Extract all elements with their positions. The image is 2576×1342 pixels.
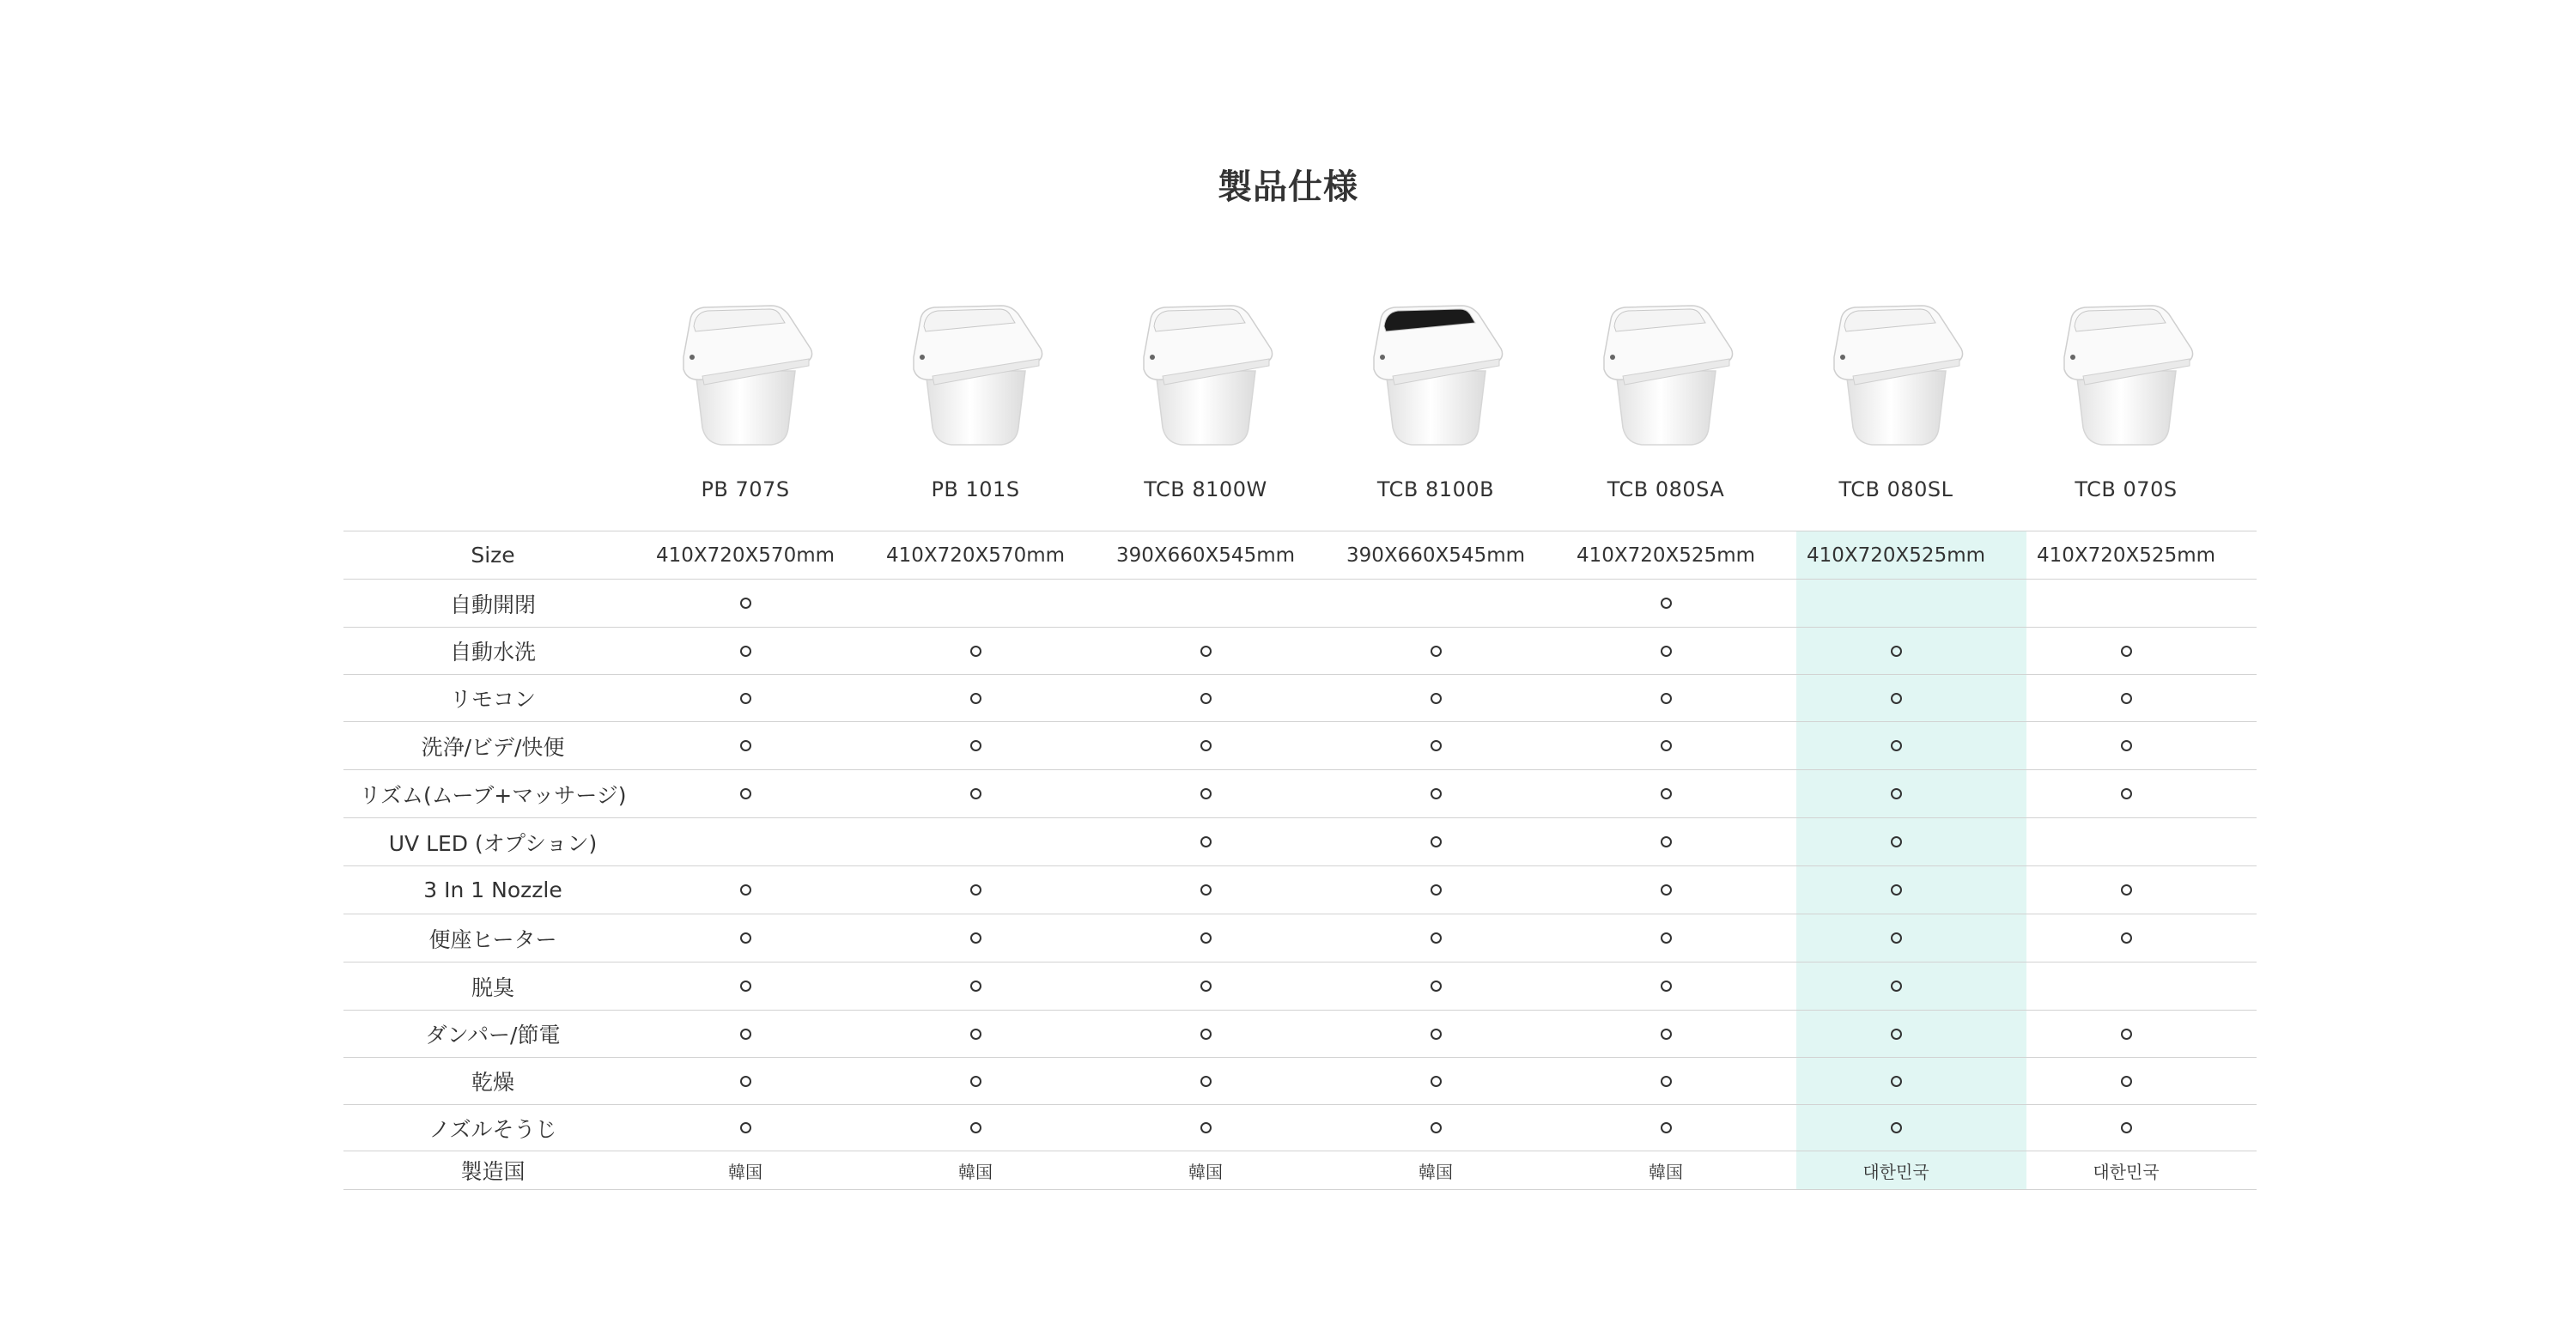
spec-row [343,914,2257,962]
spec-row-label: 3 In 1 Nozzle [423,877,562,902]
spec-row-label: ダンパー/節電 [425,1023,561,1047]
available-mark-icon [1431,693,1442,704]
available-mark-icon [1200,1122,1212,1133]
available-mark-icon [1891,740,1902,751]
spec-cell [1321,1105,1551,1151]
spec-cell [1091,1058,1321,1104]
spec-cell [1551,818,1781,865]
spec-row-label: リモコン [449,687,536,712]
spec-cell [1091,1011,1321,1057]
available-mark-icon [1891,932,1902,944]
available-mark-icon [1891,1029,1902,1040]
available-mark-icon [1200,836,1212,847]
spec-cell [1091,914,1321,962]
available-mark-icon [1891,884,1902,896]
page-title: 製品仕様 [1218,167,1358,207]
spec-row-label: 乾燥 [471,1070,514,1095]
spec-cell [2011,770,2241,817]
spec-cell [2011,675,2241,721]
spec-row [343,579,2257,627]
available-mark-icon [1661,740,1672,751]
available-mark-icon [1661,598,1672,609]
spec-cell: 韓国 [728,1161,762,1182]
available-mark-icon [1200,884,1212,896]
spec-cell [1781,722,2011,769]
spec-cell [630,914,860,962]
spec-cell [860,818,1091,865]
product-tcb-080sa [1563,275,1769,515]
available-mark-icon [740,646,751,657]
available-mark-icon [1891,836,1902,847]
spec-cell [1091,1105,1321,1151]
spec-row-label: 便座ヒーター [428,926,557,952]
spec-row-label: 自動開閉 [449,592,536,617]
available-mark-icon [1661,1122,1672,1133]
available-mark-icon [1431,836,1442,847]
spec-row [343,627,2257,674]
product-tcb-080sl [1793,275,1999,515]
spec-cell [1781,628,2011,674]
spec-cell [1321,1011,1551,1057]
spec-cell [1551,1011,1781,1057]
spec-cell [860,722,1091,769]
available-mark-icon [2121,1076,2132,1087]
toilet-tcb070s-image [2023,275,2229,455]
available-mark-icon [2121,1029,2132,1040]
spec-cell: 대한민국 [1862,1161,1929,1182]
toilet-tcb8100b-image [1333,275,1539,455]
available-mark-icon [970,646,981,657]
spec-cell: 대한민국 [2093,1161,2160,1182]
available-mark-icon [740,981,751,992]
spec-cell [1551,580,1781,627]
spec-cell [630,580,860,627]
spec-cell [2011,628,2241,674]
spec-cell: 410X720X525mm [1806,543,1986,567]
spec-cell [1321,962,1551,1010]
spec-cell [1321,914,1551,962]
available-mark-icon [1431,1029,1442,1040]
available-mark-icon [740,598,751,609]
spec-cell [1781,580,2011,627]
spec-cell [630,675,860,721]
spec-cell [2011,1011,2241,1057]
available-mark-icon [740,1029,751,1040]
spec-cell [1551,962,1781,1010]
spec-cell [1321,818,1551,865]
available-mark-icon [970,884,981,896]
spec-cell: 410X720X525mm [1576,543,1756,567]
available-mark-icon [740,932,751,944]
spec-cell [2011,818,2241,865]
spec-cell [2011,866,2241,914]
spec-cell [1321,770,1551,817]
product-pb-101s [872,275,1078,515]
available-mark-icon [1661,932,1672,944]
spec-cell: 390X660X545mm [1115,543,1296,567]
available-mark-icon [970,1122,981,1133]
available-mark-icon [1200,1029,1212,1040]
product-pb-707s [642,275,848,515]
spec-cell [1321,580,1551,627]
available-mark-icon [1431,981,1442,992]
available-mark-icon [740,1122,751,1133]
spec-cell [1551,914,1781,962]
spec-row-label: 製造国 [460,1159,526,1184]
spec-cell [1091,770,1321,817]
available-mark-icon [1431,884,1442,896]
product-name: TCB 080SA [1607,477,1725,501]
available-mark-icon [2121,884,2132,896]
spec-cell [630,866,860,914]
spec-cell [630,628,860,674]
available-mark-icon [740,693,751,704]
spec-cell: 韓国 [1419,1161,1453,1182]
spec-row-label: ノズルそうじ [428,1116,557,1142]
spec-row-label: Size [471,543,515,568]
available-mark-icon [970,1029,981,1040]
spec-cell [2011,1058,2241,1104]
available-mark-icon [2121,788,2132,799]
product-name: TCB 8100B [1376,477,1495,501]
available-mark-icon [1891,788,1902,799]
spec-row-label: 自動水洗 [449,640,536,665]
available-mark-icon [740,788,751,799]
available-mark-icon [1200,981,1212,992]
available-mark-icon [2121,646,2132,657]
toilet-pb707s-image [642,275,848,455]
available-mark-icon [1431,932,1442,944]
product-name: PB 707S [701,477,790,501]
spec-cell [1091,818,1321,865]
spec-cell: 韓国 [1649,1161,1683,1182]
available-mark-icon [740,740,751,751]
available-mark-icon [2121,693,2132,704]
spec-cell [860,962,1091,1010]
spec-cell [1321,866,1551,914]
spec-cell [1551,1105,1781,1151]
spec-cell [860,866,1091,914]
spec-cell [630,962,860,1010]
spec-cell [630,1058,860,1104]
spec-row [343,1104,2257,1151]
spec-row [343,531,2257,579]
spec-cell [1551,1058,1781,1104]
spec-row [343,674,2257,721]
spec-cell [1551,628,1781,674]
available-mark-icon [1200,740,1212,751]
available-mark-icon [1891,693,1902,704]
spec-row [343,962,2257,1010]
toilet-pb101s-image [872,275,1078,455]
available-mark-icon [970,693,981,704]
product-tcb-8100b [1333,275,1539,515]
spec-cell [1781,1011,2011,1057]
spec-cell [2011,914,2241,962]
spec-row [343,1151,2257,1190]
spec-row [343,865,2257,914]
spec-row [343,1057,2257,1104]
available-mark-icon [1200,1076,1212,1087]
spec-row-label: UV LED (オプション) [388,830,598,856]
spec-cell: 韓国 [1188,1161,1223,1182]
spec-cell: 410X720X570mm [885,543,1066,567]
spec-cell [2011,722,2241,769]
spec-cell [1781,818,2011,865]
available-mark-icon [1661,1076,1672,1087]
available-mark-icon [1431,740,1442,751]
spec-cell [630,818,860,865]
available-mark-icon [1200,693,1212,704]
spec-row [343,721,2257,769]
spec-cell [2011,1105,2241,1151]
spec-cell [1091,580,1321,627]
spec-cell [1781,675,2011,721]
available-mark-icon [1200,932,1212,944]
available-mark-icon [970,932,981,944]
available-mark-icon [970,1076,981,1087]
available-mark-icon [1891,1076,1902,1087]
available-mark-icon [970,788,981,799]
available-mark-icon [1661,836,1672,847]
available-mark-icon [1891,981,1902,992]
toilet-tcb8100w-image [1103,275,1309,455]
available-mark-icon [970,740,981,751]
spec-cell [1551,722,1781,769]
spec-cell [860,1058,1091,1104]
available-mark-icon [1891,646,1902,657]
spec-cell [1321,722,1551,769]
available-mark-icon [740,1076,751,1087]
spec-cell [860,628,1091,674]
available-mark-icon [2121,1122,2132,1133]
available-mark-icon [1431,788,1442,799]
spec-cell: 韓国 [958,1161,993,1182]
product-tcb-070s [2023,275,2229,515]
spec-cell [1321,628,1551,674]
available-mark-icon [2121,932,2132,944]
spec-cell [1781,770,2011,817]
spec-cell [860,675,1091,721]
available-mark-icon [2121,740,2132,751]
spec-cell [1781,914,2011,962]
spec-cell: 410X720X525mm [2036,543,2216,567]
spec-cell [1551,866,1781,914]
spec-cell [630,1105,860,1151]
product-tcb-8100w [1103,275,1309,515]
spec-cell [1091,628,1321,674]
available-mark-icon [1200,788,1212,799]
spec-cell [1781,866,2011,914]
spec-row-label: 洗浄/ビデ/快便 [421,734,565,760]
spec-cell [860,580,1091,627]
product-name: PB 101S [931,477,1020,501]
available-mark-icon [740,884,751,896]
spec-cell [1091,675,1321,721]
spec-row-label: リズム(ムーブ+マッサージ) [359,782,627,808]
spec-cell [1321,1058,1551,1104]
product-name: TCB 080SL [1838,477,1953,501]
spec-row [343,817,2257,865]
spec-cell [860,770,1091,817]
toilet-tcb080sa-image [1563,275,1769,455]
spec-cell [1551,770,1781,817]
available-mark-icon [1661,981,1672,992]
available-mark-icon [1661,1029,1672,1040]
spec-cell: 410X720X570mm [655,543,835,567]
available-mark-icon [1431,1122,1442,1133]
spec-row-label: 脱臭 [471,975,514,1000]
spec-cell [630,1011,860,1057]
available-mark-icon [1661,646,1672,657]
spec-cell [1781,1058,2011,1104]
toilet-tcb080sl-image [1793,275,1999,455]
spec-cell [1091,722,1321,769]
spec-cell [860,1011,1091,1057]
spec-cell [1091,866,1321,914]
available-mark-icon [970,981,981,992]
spec-cell [1091,962,1321,1010]
spec-cell [860,914,1091,962]
available-mark-icon [1200,646,1212,657]
spec-row [343,769,2257,817]
spec-cell: 390X660X545mm [1346,543,1526,567]
available-mark-icon [1431,1076,1442,1087]
spec-cell [860,1105,1091,1151]
product-name: TCB 070S [2075,477,2178,501]
available-mark-icon [1891,1122,1902,1133]
spec-cell [630,770,860,817]
spec-row [343,1010,2257,1057]
available-mark-icon [1431,646,1442,657]
available-mark-icon [1661,884,1672,896]
available-mark-icon [1661,788,1672,799]
available-mark-icon [1661,693,1672,704]
spec-cell [1551,675,1781,721]
spec-cell [1321,675,1551,721]
spec-cell [630,722,860,769]
product-name: TCB 8100W [1144,477,1267,501]
spec-cell [1781,1105,2011,1151]
spec-cell [2011,962,2241,1010]
spec-cell [1781,962,2011,1010]
spec-cell [2011,580,2241,627]
